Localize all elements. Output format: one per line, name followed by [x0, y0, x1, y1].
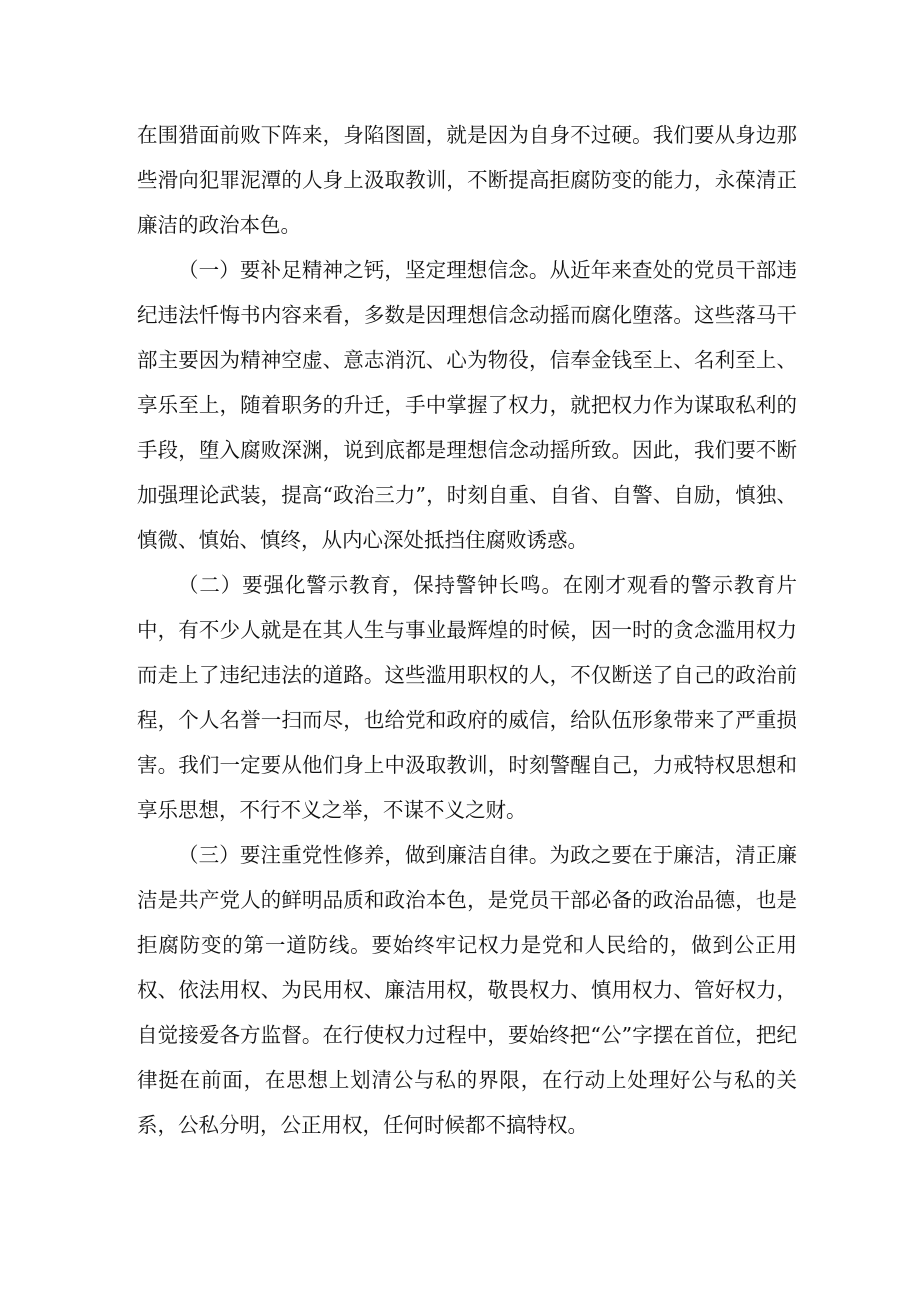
paragraph-intro-continuation: 在围猎面前败下阵来，身陷图圄，就是因为自身不过硬。我们要从身边那些滑向犯罪泥潭的人身上汲取教训，不断提高拒腐防变的能力，永葆清正廉洁的政治本色。 [137, 123, 797, 237]
document-body [137, 113, 797, 1148]
paragraph-section-1: （一）要补足精神之钙，坚定理想信念。从近年来查处的党员干部违纪违法忏悔书内容来看，多数是因理想信念动摇而腐化堕落。这些落马干部主要因为精神空虚、意志消沉、心为物役，信奉金钱至上、名利至上、享乐至上，随着职务的升迁，手中掌握了权力，就把权力作为谋取私利的手段，堕入腐败深渊，说到底都是理想信念动摇所致。因此，我们要不断加强理论武装，提高“政治三力”，时刻自重、自省、自警、自励，慎独、慎微、慎始、慎终，从内心深处抵挡住腐败诱惑。 [137, 258, 797, 552]
paragraph-section-3: （三）要注重党性修养，做到廉洁自律。为政之要在于廉洁，清正廉洁是共产党人的鲜明品质和政治本色，是党员干部必备的政治品德，也是拒腐防变的第一道防线。要始终牢记权力是党和人民给的，做到公正用权、依法用权、为民用权、廉洁用权，敬畏权力、慎用权力、管好权力，自觉接爱各方监督。在行使权力过程中，要始终把“公”字摆在首位，把纪律挺在前面，在思想上划清公与私的界限，在行动上处理好公与私的关系，公私分明，公正用权，任何时候都不搞特权。 [137, 843, 797, 1137]
paragraph-section-2: （二）要强化警示教育，保持警钟长鸣。在刚才观看的警示教育片中，有不少人就是在其人生与事业最辉煌的时候，因一时的贪念滥用权力而走上了违纪违法的道路。这些滥用职权的人，不仅断送了自己的政治前程，个人名誉一扫而尽，也给党和政府的威信，给队伍形象带来了严重损害。我们一定要从他们身上中汲取教训，时刻警醒自己，力戒特权思想和享乐思想，不行不义之举，不谋不义之财。 [137, 573, 797, 822]
